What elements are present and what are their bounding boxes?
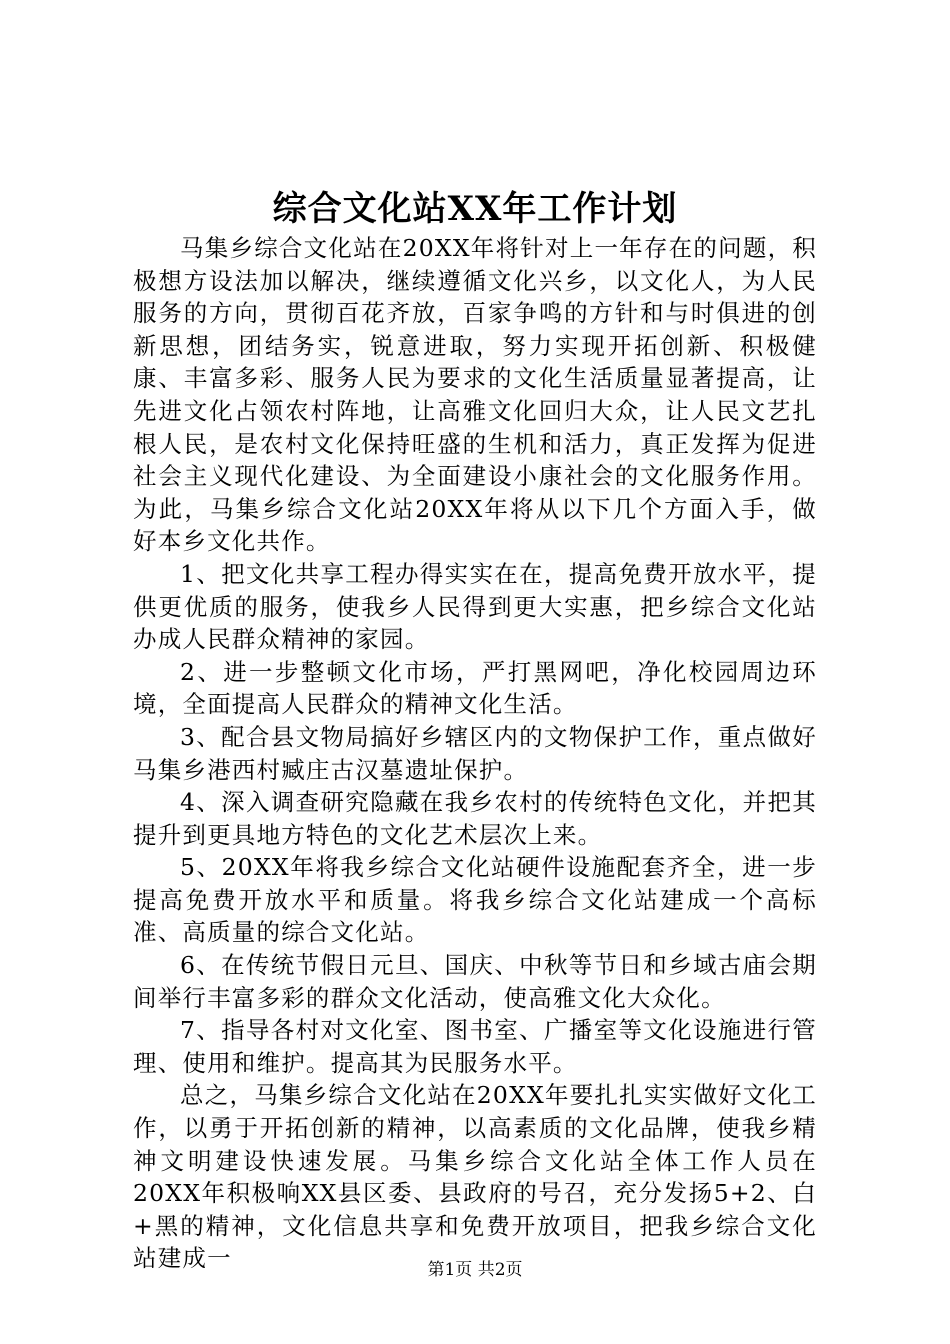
paragraph-item-5: 5、20XX年将我乡综合文化站硬件设施配套齐全，进一步提高免费开放水平和质量。将我乡综合文化站建成一个高标准、高质量的综合文化站。 [133, 853, 817, 947]
paragraph-intro: 马集乡综合文化站在20XX年将针对上一年存在的问题，积极想方设法加以解决，继续遵循文化兴乡，以文化人，为人民服务的方向，贯彻百花齐放，百家争鸣的方针和与时俱进的创新思想，团结务实，锐意进取，努力实现开拓创新、积极健康、丰富多彩、服务人民为要求的文化生活质量显著提高，让先进文化占领农村阵地，让高雅文化回归大众，让人民文艺扎根人民，是农村文化保持旺盛的生机和活力，真正发挥为促进社会主义现代化建设、为全面建设小康社会的文化服务作用。为此，马集乡综合文化站20XX年将从以下几个方面入手，做好本乡文化共作。 [133, 234, 817, 556]
paragraph-item-2: 2、进一步整顿文化市场，严打黑网吧，净化校园周边环境，全面提高人民群众的精神文化生活。 [133, 657, 817, 719]
paragraph-item-7: 7、指导各村对文化室、图书室、广播室等文化设施进行管理、使用和维护。提高其为民服务水平。 [133, 1016, 817, 1077]
page-footer: 第1页 共2页 [427, 1260, 523, 1280]
paragraph-item-1: 1、把文化共享工程办得实实在在，提高免费开放水平，提供更优质的服务，使我乡人民得到更大实惠，把乡综合文化站办成人民群众精神的家园。 [133, 559, 817, 654]
paragraph-item-4: 4、深入调查研究隐藏在我乡农村的传统特色文化，并把其提升到更具地方特色的文化艺术层次上来。 [133, 788, 817, 849]
paragraph-item-6: 6、在传统节假日元旦、国庆、中秋等节日和乡域古庙会期间举行丰富多彩的群众文化活动，使高雅文化大众化。 [133, 951, 817, 1012]
document-body [133, 232, 817, 1275]
paragraph-summary: 总之，马集乡综合文化站在20XX年要扎扎实实做好文化工作，以勇于开拓创新的精神，以高素质的文化品牌，使我乡精神文明建设快速发展。马集乡综合文化站全体工作人员在20XX年积极响XX县区委、县政府的号召，充分发扬5+2、白+黑的精神，文化信息共享和免费开放项目，把我乡综合文化站建成一 [133, 1081, 817, 1273]
paragraph-item-3: 3、配合县文物局搞好乡辖区内的文物保护工作，重点做好马集乡港西村臧庄古汉墓遗址保护。 [133, 722, 817, 784]
document-title: 综合文化站XX年工作计划 [272, 189, 678, 229]
